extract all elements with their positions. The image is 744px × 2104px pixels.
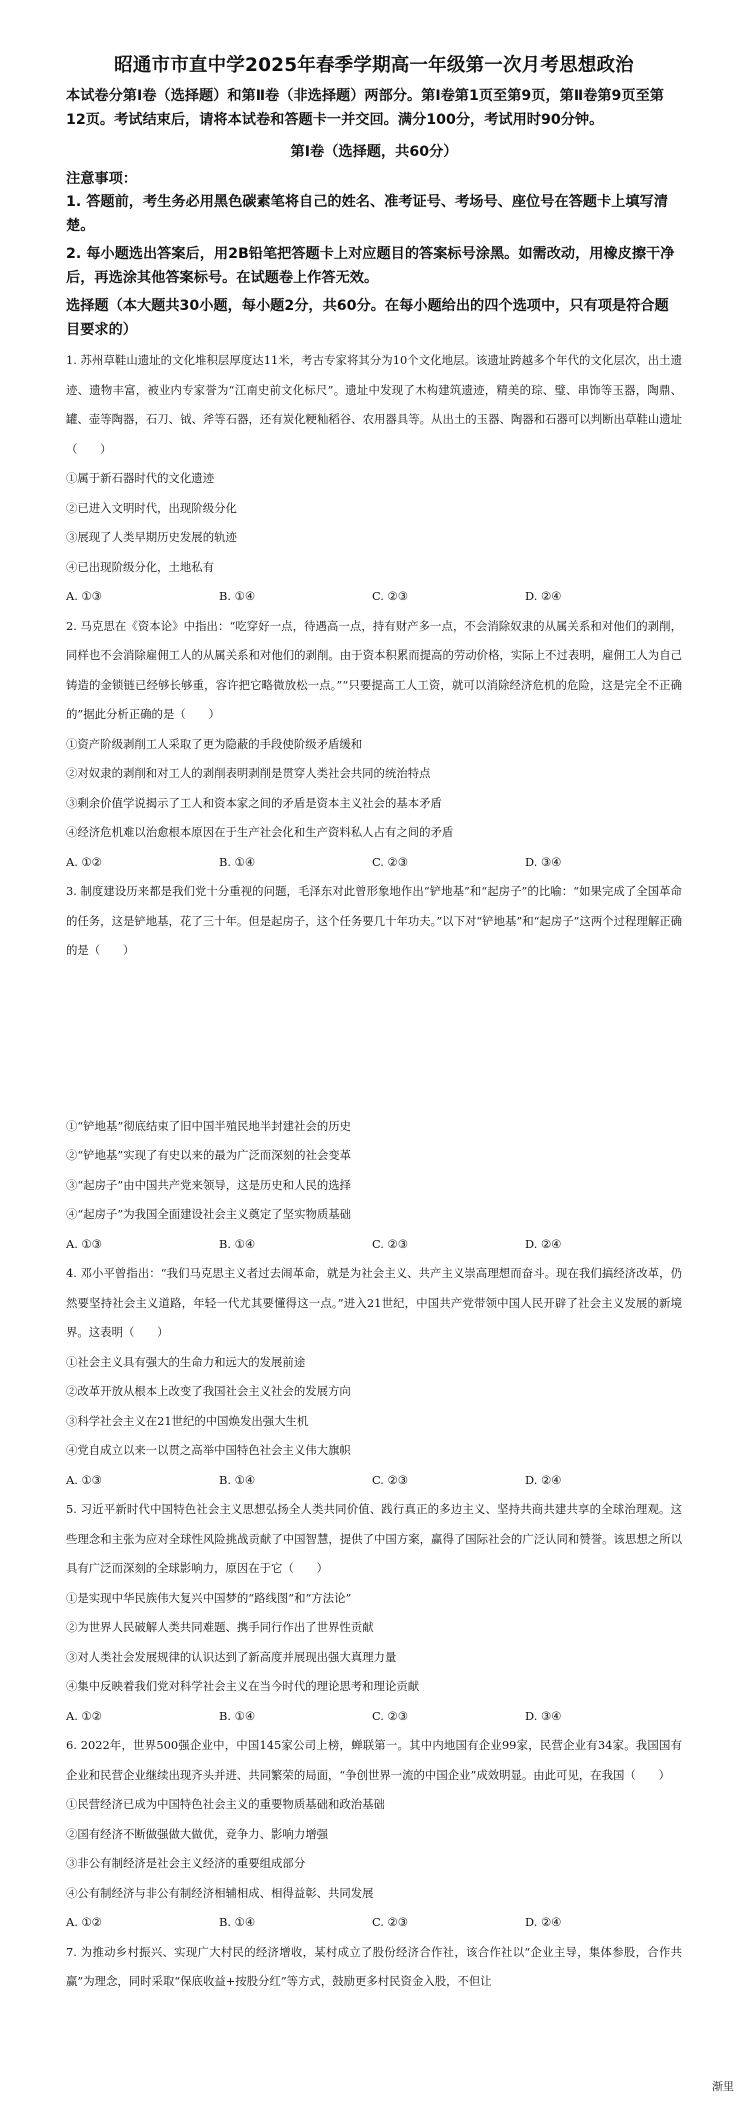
question-option: ④党自成立以来一以贯之高举中国特色社会主义伟大旗帜	[66, 1443, 351, 1457]
question-option: ④“起房子”为我国全面建设社会主义奠定了坚实物质基础	[66, 1207, 352, 1221]
choice-c: C. ②③	[372, 1708, 408, 1723]
question-option: ②改革开放从根本上改变了我国社会主义社会的发展方向	[66, 1384, 351, 1398]
choice-b: B. ①④	[219, 854, 256, 869]
choice-c: C. ②③	[372, 1472, 408, 1487]
choice-a: A. ①③	[66, 1236, 102, 1251]
choice-d: D. ②④	[525, 589, 562, 603]
blank-figure-area	[66, 966, 682, 1112]
choice-d: D. ②④	[525, 1236, 562, 1251]
section-title: 第Ⅰ卷（选择题，共60分）	[290, 144, 458, 160]
choice-d: D. ②④	[525, 1915, 562, 1929]
question-option: ③“起房子”由中国共产党来领导，这是历史和人民的选择	[66, 1177, 352, 1192]
question-stem: 3. 制度建设历来都是我们党十分重视的问题，毛泽东对此曾形象地作出“铲地基”和“起房子”的比喻：“如果完成了全国革命的任务，这是铲地基，花了三十年。但是起房子，这个任务要几十年功夫。”以下对“铲地基”和“起房子”这两个过程理解正确的是（ ）	[66, 884, 682, 957]
question-stem: 6. 2022年，世界500强企业中，中国145家公司上榜，蝉联第一。其中内地国有企业99家，民营企业有34家。我国国有企业和民营企业继续出现齐头并进、共同繁荣的局面，“争创世界一流的中国企业”成效明显。由此可见，在我国（ ）	[66, 1738, 682, 1782]
choice-b: B. ①④	[219, 1915, 256, 1929]
question-stem: 2. 马克思在《资本论》中指出：“吃穿好一点，待遇高一点，持有财产多一点，不会消除奴隶的从属关系和对他们的剥削，同样也不会消除雇佣工人的从属关系和对他们的剥削。由于资本积累而提高的劳动价格，实际上不过表明，雇佣工人为自己铸造的金锁链已经够长够重，容许把它略微放松一点。”“只要提高工人工资，就可以消除经济危机的危险，这是完全不正确的”据此分析正确的是（ ）	[66, 618, 682, 721]
question-7	[66, 1938, 682, 1997]
exam-intro: 本试卷分第Ⅰ卷（选择题）和第Ⅱ卷（非选择题）两部分。第Ⅰ卷第1页至第9页，第Ⅱ卷第9页至第12页。考试结束后，请将本试卷和答题卡一并交回。满分100分，考试用时90分钟。	[66, 88, 664, 128]
notes-heading: 注意事项：	[66, 171, 137, 187]
question-5	[66, 1495, 682, 1731]
question-option: ①“铲地基”彻底结束了旧中国半殖民地半封建社会的历史	[66, 1118, 352, 1133]
choice-d: D. ③④	[525, 1708, 562, 1723]
question-option: ②“铲地基”实现了有史以来的最为广泛而深刻的社会变革	[66, 1148, 352, 1162]
question-6	[66, 1731, 682, 1938]
question-4	[66, 1259, 682, 1495]
question-option: ④经济危机难以治愈根本原因在于生产社会化和生产资料私人占有之间的矛盾	[66, 825, 454, 839]
answer-choices	[66, 1230, 682, 1260]
question-option: ①属于新石器时代的文化遗迹	[66, 471, 215, 485]
answer-choices	[66, 1908, 682, 1938]
choice-b: B. ①④	[219, 1708, 256, 1723]
question-option: ②已进入文明时代，出现阶级分化	[66, 500, 237, 515]
choice-b: B. ①④	[219, 589, 256, 603]
question-option: ③剩余价值学说揭示了工人和资本家之间的矛盾是资本主义社会的基本矛盾	[66, 795, 442, 810]
question-option: ①是实现中华民族伟大复兴中国梦的“路线图”和“方法论”	[66, 1590, 352, 1605]
choice-c: C. ②③	[372, 1915, 408, 1929]
answer-choices	[66, 848, 682, 878]
answer-choices	[66, 1466, 682, 1496]
question-option: ④已出现阶级分化，土地私有	[66, 559, 215, 574]
choice-a: A. ①③	[66, 1472, 102, 1487]
note-1: 1. 答题前，考生务必用黑色碳素笔将自己的姓名、准考证号、考场号、座位号在答题卡上填写清楚。	[66, 194, 668, 234]
answer-choices	[66, 582, 682, 612]
question-stem: 1. 苏州草鞋山遗址的文化堆积层厚度达11米，考古专家将其分为10个文化地层。该遗址跨越多个年代的文化层次，出土遗迹、遗物丰富，被业内专家誉为“江南史前文化标尺”。遗址中发现了木构建筑遗迹，精美的琮、璧、串饰等玉器，陶鼎、罐、壶等陶器，石刀、钺、斧等石器，还有炭化粳籼稻谷、农用器具等。从出土的玉器、陶器和石器可以判断出草鞋山遗址（ ）	[66, 353, 682, 456]
choice-a: A. ①②	[66, 1708, 102, 1723]
choice-a: A. ①②	[66, 854, 102, 869]
question-stem: 7. 为推动乡村振兴、实现广大村民的经济增收，某村成立了股份经济合作社，该合作社以“企业主导，集体参股，合作共赢”为理念，同时采取“保底收益+按股分红”等方式，鼓励更多村民资金入股，不但让	[66, 1944, 682, 1988]
question-option: ③对人类社会发展规律的认识达到了新高度并展现出强大真理力量	[66, 1649, 397, 1664]
question-1	[66, 346, 682, 612]
corner-label: 渐里	[712, 2080, 734, 2093]
question-stem: 4. 邓小平曾指出：“我们马克思主义者过去闹革命，就是为社会主义、共产主义崇高理想而奋斗。现在我们搞经济改革，仍然要坚持社会主义道路，年轻一代尤其要懂得这一点。”进入21世纪，中国共产党带领中国人民开辟了社会主义发展的新境界。这表明（ ）	[66, 1266, 682, 1339]
question-option: ①社会主义具有强大的生命力和远大的发展前途	[66, 1354, 306, 1369]
question-option: ④集中反映着我们党对科学社会主义在当今时代的理论思考和理论贡献	[66, 1679, 420, 1693]
question-option: ③科学社会主义在21世纪的中国焕发出强大生机	[66, 1413, 309, 1428]
question-3	[66, 877, 682, 1259]
choice-a: A. ①②	[66, 1915, 102, 1929]
choice-d: D. ②④	[525, 1472, 562, 1487]
choice-a: A. ①③	[66, 589, 102, 603]
choice-d: D. ③④	[525, 854, 562, 869]
question-option: ①资产阶级剥削工人采取了更为隐蔽的手段使阶级矛盾缓和	[66, 736, 363, 751]
question-stem: 5. 习近平新时代中国特色社会主义思想弘扬全人类共同价值、践行真正的多边主义、坚持共商共建共享的全球治理观。这些理念和主张为应对全球性风险挑战贡献了中国智慧，提供了中国方案，赢得了国际社会的广泛认同和赞誉。该思想之所以具有广泛而深刻的全球影响力，原因在于它（ ）	[66, 1502, 682, 1575]
note-2: 2. 每小题选出答案后，用2B铅笔把答题卡上对应题目的答案标号涂黑。如需改动，用橡皮擦干净后，再选涂其他答案标号。在试题卷上作答无效。	[66, 246, 675, 286]
choice-b: B. ①④	[219, 1236, 256, 1251]
question-option: ②国有经济不断做强做大做优，竞争力、影响力增强	[66, 1826, 328, 1841]
answer-choices	[66, 1702, 682, 1732]
question-option: ②为世界人民破解人类共同难题、携手同行作出了世界性贡献	[66, 1620, 374, 1634]
exam-title: 昭通市市直中学2025年春季学期高一年级第一次月考思想政治	[114, 55, 634, 76]
choice-c: C. ②③	[372, 854, 408, 869]
choice-c: C. ②③	[372, 1236, 408, 1251]
question-2	[66, 612, 682, 878]
question-option: ④公有制经济与非公有制经济相辅相成、相得益彰、共同发展	[66, 1885, 374, 1900]
question-option: ①民营经济已成为中国特色社会主义的重要物质基础和政治基础	[66, 1797, 385, 1811]
part-intro: 选择题（本大题共30小题，每小题2分，共60分。在每小题给出的四个选项中，只有项是符合题目要求的）	[66, 298, 669, 338]
question-option: ③非公有制经济是社会主义经济的重要组成部分	[66, 1856, 306, 1870]
choice-c: C. ②③	[372, 589, 408, 603]
choice-b: B. ①④	[219, 1472, 256, 1487]
question-option: ②对奴隶的剥削和对工人的剥削表明剥削是贯穿人类社会共同的统治特点	[66, 766, 431, 780]
question-option: ③展现了人类早期历史发展的轨迹	[66, 530, 237, 544]
